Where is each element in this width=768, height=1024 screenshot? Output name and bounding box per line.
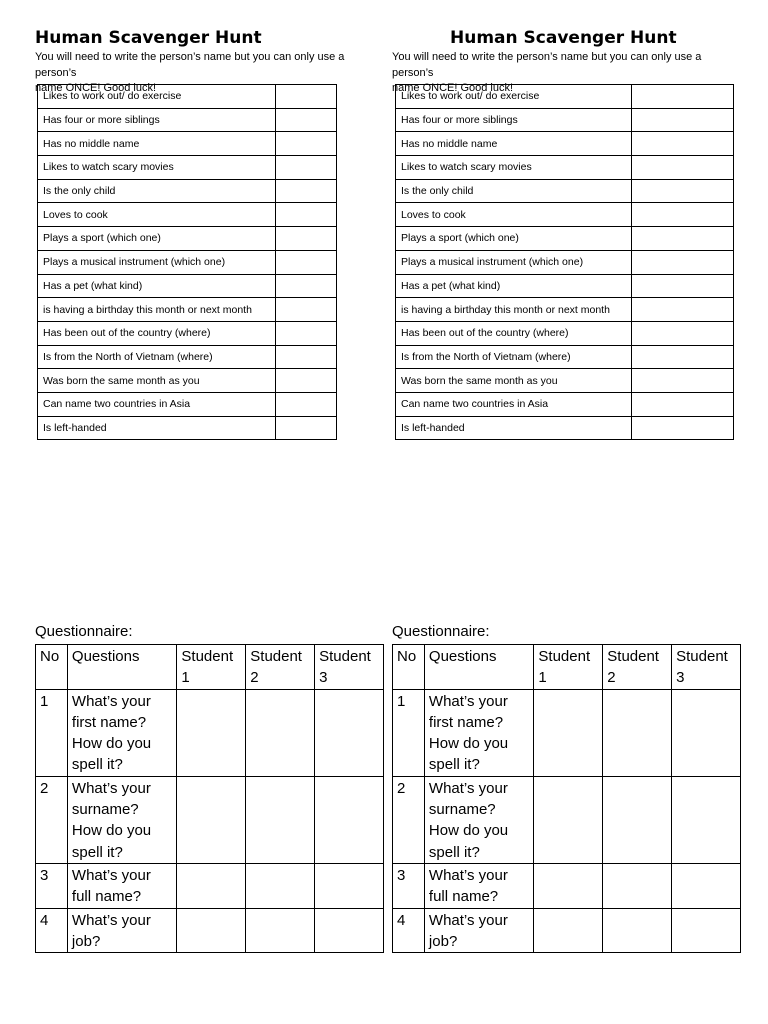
table-row — [393, 689, 741, 776]
header-student-3 — [315, 645, 384, 690]
question-text — [424, 689, 533, 776]
table-row — [396, 298, 734, 322]
question-text — [67, 776, 176, 863]
name-cell[interactable] — [632, 132, 734, 156]
hunt-item: Has no middle name — [396, 132, 632, 156]
table-row — [38, 227, 337, 251]
row-number: 3 — [393, 863, 425, 908]
name-cell[interactable] — [276, 345, 337, 369]
answer-cell[interactable] — [672, 776, 741, 863]
name-cell[interactable] — [276, 250, 337, 274]
question-line: What’s your — [71, 692, 151, 710]
hunt-item: Has four or more siblings — [38, 108, 276, 132]
answer-cell[interactable] — [246, 863, 315, 908]
name-cell[interactable] — [632, 108, 734, 132]
table-row — [36, 689, 384, 776]
answer-cell[interactable] — [246, 776, 315, 863]
table-row — [396, 108, 734, 132]
hunt-item: Is left-handed — [38, 416, 276, 440]
answer-cell[interactable] — [534, 863, 603, 908]
name-cell[interactable] — [276, 156, 337, 180]
hunt-item: Has a pet (what kind) — [38, 274, 276, 298]
hunt-title: Human Scavenger Hunt — [450, 28, 677, 48]
hunt-table — [395, 84, 734, 440]
hunt-item: Plays a musical instrument (which one) — [38, 250, 276, 274]
table-row — [36, 776, 384, 863]
question-line: first name? — [428, 713, 504, 731]
name-cell[interactable] — [632, 85, 734, 109]
hunt-instructions — [392, 50, 742, 94]
table-row — [396, 156, 734, 180]
answer-cell[interactable] — [246, 908, 315, 953]
scavenger-hunt-right — [392, 26, 742, 440]
header-student-3 — [672, 645, 741, 690]
questionnaire-right — [392, 622, 741, 953]
name-cell[interactable] — [632, 227, 734, 251]
table-row — [396, 203, 734, 227]
table-row — [396, 369, 734, 393]
header-line: Student — [607, 648, 659, 665]
table-row — [393, 776, 741, 863]
table-row — [38, 369, 337, 393]
table-row — [38, 156, 337, 180]
hunt-table — [37, 84, 337, 440]
header-line: 3 — [676, 669, 685, 687]
row-number: 2 — [393, 776, 425, 863]
answer-cell[interactable] — [315, 776, 384, 863]
table-row — [396, 179, 734, 203]
name-cell[interactable] — [276, 369, 337, 393]
name-cell[interactable] — [632, 179, 734, 203]
instruction-line: You will need to write the person’s name but you can only use a person’s — [392, 51, 702, 79]
answer-cell[interactable] — [534, 776, 603, 863]
question-text — [67, 689, 176, 776]
name-cell[interactable] — [632, 345, 734, 369]
table-row — [396, 321, 734, 345]
question-text — [67, 863, 176, 908]
name-cell[interactable] — [276, 392, 337, 416]
hunt-item: Plays a musical instrument (which one) — [396, 250, 632, 274]
header-no: No — [393, 645, 425, 690]
answer-cell[interactable] — [315, 863, 384, 908]
header-student-1 — [534, 645, 603, 690]
answer-cell[interactable] — [534, 908, 603, 953]
question-line: full name? — [71, 888, 142, 906]
table-row — [38, 298, 337, 322]
name-cell[interactable] — [632, 250, 734, 274]
row-number: 4 — [393, 908, 425, 953]
name-cell[interactable] — [632, 156, 734, 180]
header-line: Student — [676, 648, 728, 665]
question-text — [67, 908, 176, 953]
hunt-item: Loves to cook — [38, 203, 276, 227]
name-cell[interactable] — [632, 203, 734, 227]
hunt-item: Has no middle name — [38, 132, 276, 156]
table-header-row — [36, 645, 384, 690]
table-row — [38, 132, 337, 156]
table-row — [36, 863, 384, 908]
table-row — [396, 274, 734, 298]
header-questions: Questions — [424, 645, 533, 690]
table-row — [393, 908, 741, 953]
hunt-item: Is left-handed — [396, 416, 632, 440]
answer-cell[interactable] — [177, 908, 246, 953]
table-row — [396, 132, 734, 156]
name-cell[interactable] — [632, 298, 734, 322]
row-number: 4 — [36, 908, 68, 953]
question-line: surname? — [71, 801, 139, 819]
hunt-item: Has been out of the country (where) — [396, 321, 632, 345]
hunt-item: Plays a sport (which one) — [38, 227, 276, 251]
question-text — [424, 776, 533, 863]
questionnaire-table — [392, 644, 741, 953]
question-line: How do you — [428, 735, 509, 753]
question-line: full name? — [428, 888, 499, 906]
header-line: 1 — [181, 669, 190, 687]
answer-cell[interactable] — [603, 776, 672, 863]
name-cell[interactable] — [276, 321, 337, 345]
name-cell[interactable] — [276, 416, 337, 440]
answer-cell[interactable] — [672, 689, 741, 776]
header-no: No — [36, 645, 68, 690]
name-cell[interactable] — [276, 274, 337, 298]
question-line: How do you — [71, 735, 152, 753]
hunt-item: Has four or more siblings — [396, 108, 632, 132]
name-cell[interactable] — [632, 392, 734, 416]
table-row — [396, 416, 734, 440]
table-row — [396, 392, 734, 416]
hunt-item: Has been out of the country (where) — [38, 321, 276, 345]
row-number: 1 — [36, 689, 68, 776]
hunt-item: Likes to watch scary movies — [38, 156, 276, 180]
question-line: What’s your — [71, 779, 151, 797]
name-cell[interactable] — [276, 298, 337, 322]
hunt-item: Can name two countries in Asia — [38, 392, 276, 416]
questionnaire-table — [35, 644, 384, 953]
instruction-line: name ONCE! Good luck! — [392, 82, 514, 94]
table-row — [38, 321, 337, 345]
answer-cell[interactable] — [672, 908, 741, 953]
row-number: 2 — [36, 776, 68, 863]
question-line: spell it? — [71, 843, 123, 861]
header-line: 1 — [538, 669, 547, 687]
hunt-title: Human Scavenger Hunt — [35, 28, 262, 48]
table-row — [396, 227, 734, 251]
table-row — [396, 250, 734, 274]
hunt-item: is having a birthday this month or next month — [38, 298, 276, 322]
row-number: 1 — [393, 689, 425, 776]
question-line: spell it? — [428, 843, 480, 861]
name-cell[interactable] — [632, 416, 734, 440]
questionnaire-label: Questionnaire: — [35, 623, 133, 640]
name-cell[interactable] — [276, 203, 337, 227]
hunt-item: Is the only child — [396, 179, 632, 203]
answer-cell[interactable] — [246, 689, 315, 776]
answer-cell[interactable] — [177, 689, 246, 776]
questionnaire-label: Questionnaire: — [392, 623, 490, 640]
question-line: job? — [428, 932, 458, 950]
answer-cell[interactable] — [177, 863, 246, 908]
table-row — [36, 908, 384, 953]
name-cell[interactable] — [276, 227, 337, 251]
header-line: 2 — [607, 669, 616, 687]
question-line: spell it? — [428, 756, 480, 774]
hunt-item: is having a birthday this month or next month — [396, 298, 632, 322]
hunt-item: Is the only child — [38, 179, 276, 203]
instruction-line: You will need to write the person’s name but you can only use a person’s — [35, 51, 345, 79]
answer-cell[interactable] — [534, 689, 603, 776]
question-line: What’s your — [428, 692, 508, 710]
hunt-item: Is from the North of Vietnam (where) — [38, 345, 276, 369]
name-cell[interactable] — [276, 85, 337, 109]
name-cell[interactable] — [632, 369, 734, 393]
question-line: surname? — [428, 801, 496, 819]
header-student-2 — [603, 645, 672, 690]
question-line: first name? — [71, 713, 147, 731]
table-row — [38, 108, 337, 132]
name-cell[interactable] — [276, 179, 337, 203]
question-line: What’s your — [428, 779, 508, 797]
question-text — [424, 908, 533, 953]
header-line: Student — [250, 648, 302, 665]
scavenger-hunt-left — [35, 26, 385, 440]
answer-cell[interactable] — [672, 863, 741, 908]
header-student-2 — [246, 645, 315, 690]
answer-cell[interactable] — [603, 689, 672, 776]
answer-cell[interactable] — [603, 863, 672, 908]
table-row — [393, 863, 741, 908]
header-line: Student — [538, 648, 591, 665]
name-cell[interactable] — [632, 274, 734, 298]
answer-cell[interactable] — [603, 908, 672, 953]
header-line: 2 — [250, 669, 259, 687]
hunt-item: Has a pet (what kind) — [396, 274, 632, 298]
header-line: 3 — [319, 669, 328, 687]
name-cell[interactable] — [632, 321, 734, 345]
table-row — [38, 392, 337, 416]
row-number: 3 — [36, 863, 68, 908]
table-row — [38, 345, 337, 369]
header-line: Student — [319, 648, 371, 665]
questionnaire-left — [35, 622, 384, 953]
hunt-item: Can name two countries in Asia — [396, 392, 632, 416]
question-line: What’s your — [428, 866, 508, 884]
question-line: spell it? — [71, 756, 123, 774]
header-line: Student — [181, 648, 234, 665]
hunt-item: Was born the same month as you — [396, 369, 632, 393]
table-header-row — [393, 645, 741, 690]
answer-cell[interactable] — [315, 908, 384, 953]
table-row — [38, 250, 337, 274]
question-text — [424, 863, 533, 908]
header-student-1 — [177, 645, 246, 690]
table-row — [38, 416, 337, 440]
name-cell[interactable] — [276, 108, 337, 132]
header-questions: Questions — [67, 645, 176, 690]
hunt-item: Loves to cook — [396, 203, 632, 227]
table-row — [38, 203, 337, 227]
table-row — [396, 345, 734, 369]
question-line: job? — [71, 932, 101, 950]
hunt-item: Plays a sport (which one) — [396, 227, 632, 251]
table-row — [38, 179, 337, 203]
answer-cell[interactable] — [315, 689, 384, 776]
hunt-item: Is from the North of Vietnam (where) — [396, 345, 632, 369]
instruction-line: name ONCE! Good luck! — [35, 82, 157, 94]
hunt-item: Likes to watch scary movies — [396, 156, 632, 180]
hunt-item: Was born the same month as you — [38, 369, 276, 393]
hunt-item: Likes to work out/ do exercise — [396, 85, 632, 109]
question-line: What’s your — [71, 911, 151, 929]
question-line: What’s your — [428, 911, 508, 929]
question-line: What’s your — [71, 866, 151, 884]
question-line: How do you — [71, 822, 152, 840]
hunt-instructions — [35, 50, 385, 94]
table-row — [38, 274, 337, 298]
hunt-item: Likes to work out/ do exercise — [38, 85, 276, 109]
answer-cell[interactable] — [177, 776, 246, 863]
name-cell[interactable] — [276, 132, 337, 156]
question-line: How do you — [428, 822, 509, 840]
